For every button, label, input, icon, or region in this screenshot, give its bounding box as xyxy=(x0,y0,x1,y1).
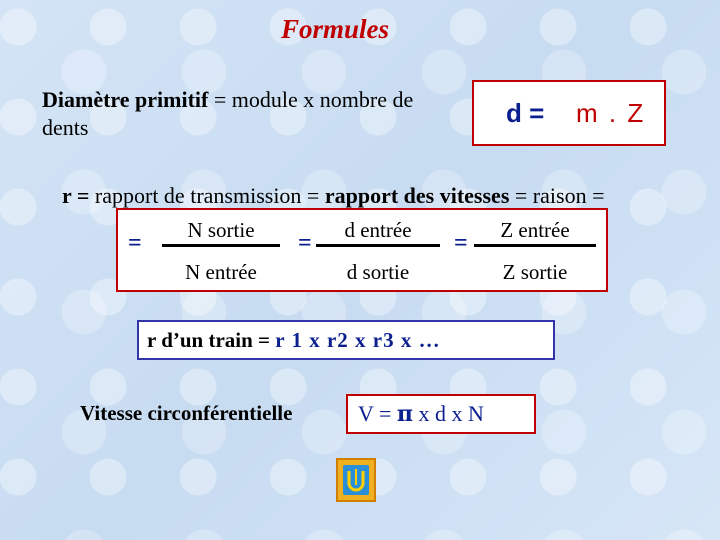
logo-glyph-icon xyxy=(343,465,369,495)
logo-inner xyxy=(343,465,369,495)
equals-sign-3: = xyxy=(454,230,468,256)
rapport-line xyxy=(62,183,702,209)
diametre-label: Diamètre primitif xyxy=(42,87,209,112)
fraction2-denominator: d sortie xyxy=(346,260,410,284)
rapport-text3: = raison = xyxy=(509,183,605,208)
rapport-bold2: rapport des vitesses xyxy=(324,183,510,208)
vitesse-formula-prefix: V = xyxy=(358,401,397,426)
formula-d-lhs: d = xyxy=(506,98,545,128)
vitesse-label: Vitesse circonférentielle xyxy=(80,401,293,425)
train-formula-box xyxy=(137,320,555,360)
formula-d-rhs: m . Z xyxy=(576,98,646,128)
fraction2-bar xyxy=(316,244,440,247)
fraction1-bar xyxy=(162,244,280,247)
fraction3-denominator: Z sortie xyxy=(502,260,568,284)
rapport-text1: rapport de transmission = xyxy=(94,183,325,208)
fraction3-numerator: Z entrée xyxy=(500,218,570,242)
diametre-definition: = module x nombre de dents xyxy=(42,87,414,140)
train-value: r 1 x r2 x r3 x … xyxy=(275,328,441,352)
fraction1-denominator: N entrée xyxy=(185,260,257,284)
train-label: r d’un train = xyxy=(147,328,276,352)
fraction2-numerator: d entrée xyxy=(344,218,412,242)
fraction1-numerator: N sortie xyxy=(187,218,255,242)
page-title: Formules xyxy=(280,14,390,44)
diametre-formula-box xyxy=(472,80,666,146)
diametre-text xyxy=(42,86,462,142)
fraction3-bar xyxy=(474,244,596,247)
vitesse-formula-box xyxy=(346,394,536,434)
rapport-r-label: r = xyxy=(62,183,95,208)
pi-symbol: π xyxy=(396,401,414,427)
vitesse-formula-suffix: x d x N xyxy=(413,401,484,426)
rapport-formula-box xyxy=(116,208,608,292)
home-logo-icon[interactable] xyxy=(336,458,376,502)
equals-sign-2: = xyxy=(298,230,312,256)
equals-sign-1: = xyxy=(128,230,142,256)
